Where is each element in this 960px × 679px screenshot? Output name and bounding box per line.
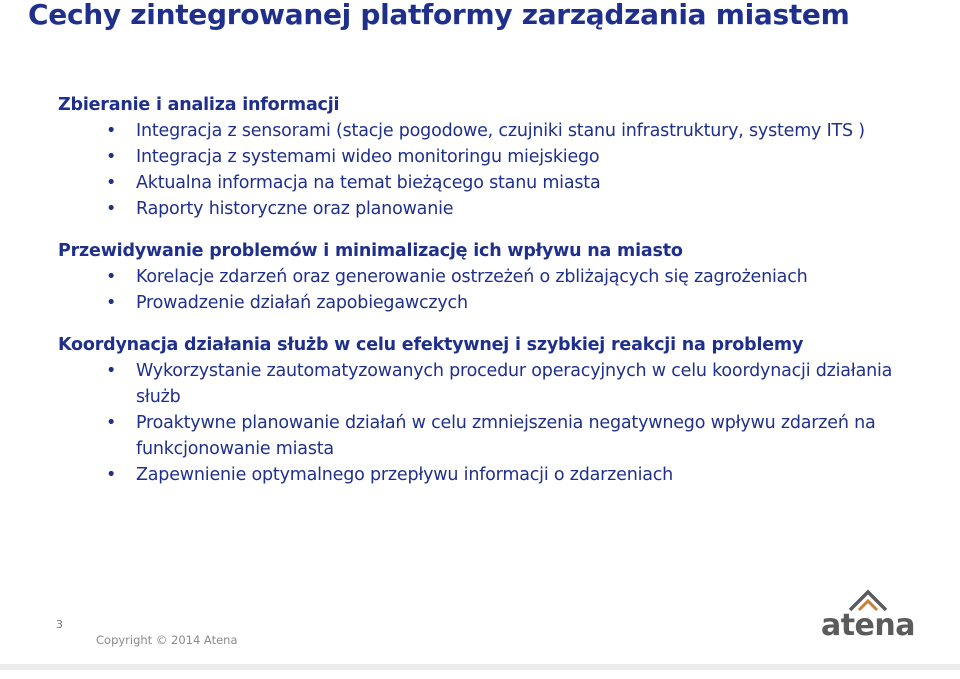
section-heading: Zbieranie i analiza informacji	[58, 95, 340, 115]
list-item-text: Korelacje zdarzeń oraz generowanie ostrzeżeń o zbliżających się zagrożeniach	[136, 267, 808, 287]
footer-divider	[0, 664, 960, 670]
copyright-text: Copyright © 2014 Atena	[96, 633, 238, 647]
bullet-icon: •	[106, 147, 117, 167]
list-item-text: Zapewnienie optymalnego przepływu informacji o zdarzeniach	[136, 465, 674, 485]
list-item-text: Wykorzystanie zautomatyzowanych procedur operacyjnych w celu koordynacji działania służb	[136, 361, 893, 407]
slide-title: Cechy zintegrowanej platformy zarządzania miastem	[28, 0, 850, 31]
list-item-text: Integracja z systemami wideo monitoringu miejskiego	[136, 147, 600, 167]
list-item	[58, 358, 938, 410]
list-item-text: Prowadzenie działań zapobiegawczych	[136, 293, 468, 313]
bullet-icon: •	[106, 465, 117, 485]
section-prediction	[58, 238, 938, 316]
section-data-collection	[58, 92, 938, 222]
list-item-text: Aktualna informacja na temat bieżącego stanu miasta	[136, 173, 601, 193]
section-coordination	[58, 332, 938, 488]
bullet-icon: •	[106, 267, 117, 287]
bullet-icon: •	[106, 173, 117, 193]
list-item	[58, 410, 938, 462]
section-heading: Koordynacja działania służb w celu efektywnej i szybkiej reakcji na problemy	[58, 335, 804, 355]
bullet-icon: •	[106, 361, 117, 381]
list-item	[58, 462, 938, 488]
list-item	[58, 144, 938, 170]
bullet-icon: •	[106, 413, 117, 433]
list-item-text: Integracja z sensorami (stacje pogodowe, czujniki stanu infrastruktury, systemy ITS )	[136, 121, 865, 141]
bullet-list	[58, 358, 938, 488]
bullet-icon: •	[106, 199, 117, 219]
bullet-icon: •	[106, 293, 117, 313]
list-item-text: Raporty historyczne oraz planowanie	[136, 199, 454, 219]
list-item	[58, 170, 938, 196]
list-item	[58, 290, 938, 316]
bullet-list	[58, 264, 938, 316]
bullet-list	[58, 118, 938, 222]
list-item	[58, 196, 938, 222]
bullet-icon: •	[106, 121, 117, 141]
list-item	[58, 118, 938, 144]
logo-wordmark: atena	[820, 608, 916, 643]
list-item-text: Proaktywne planowanie działań w celu zmniejszenia negatywnego wpływu zdarzeń na funkcjonowanie miasta	[136, 413, 876, 459]
page-number: 3	[56, 618, 63, 631]
atena-logo	[818, 588, 918, 648]
slide-content	[58, 92, 938, 504]
list-item	[58, 264, 938, 290]
section-heading: Przewidywanie problemów i minimalizację ich wpływu na miasto	[58, 241, 683, 261]
